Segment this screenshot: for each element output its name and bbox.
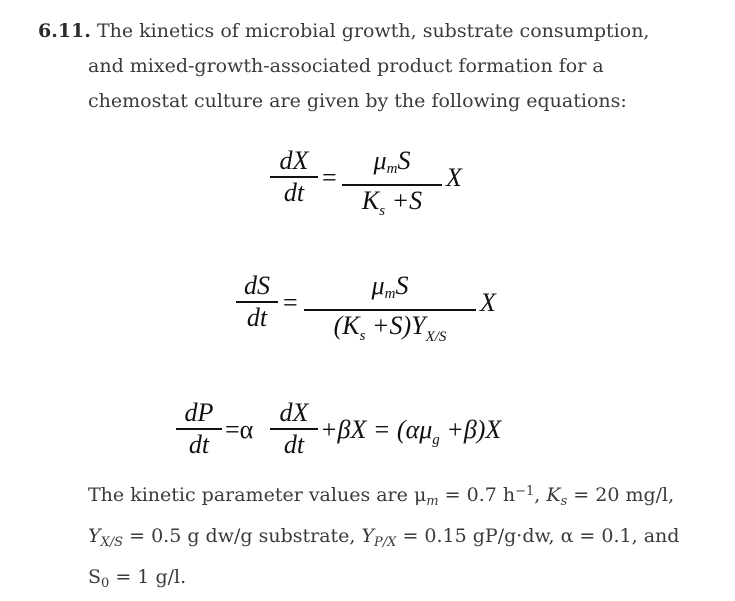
eq2-rhs-denominator [304,311,476,352]
eq1-lhs-bar [270,176,318,178]
param-yxs: Y [88,525,101,547]
ks-K: K [361,185,380,215]
eq2-lhs-fraction [236,271,278,333]
mu-sub-m-2: m [384,286,396,302]
eq2-lhs-bar [236,301,278,303]
ks-sub-s: s [379,202,386,219]
eq2-tail-X: X [480,288,496,317]
param-mu-value: = 0.7 h [438,484,516,506]
eq1-rhs-bar [342,184,442,186]
eq1-tail-X: X [446,163,462,192]
param-ks-sub: s [560,494,568,509]
param-mu-sub: m [426,494,439,509]
eq1-rhs-fraction [342,146,442,226]
eq2-equals: = [283,288,298,317]
substrate-S: S [397,146,411,175]
eq3-lhs-numerator: dP [184,398,214,427]
yield-sub-xs: X/S [425,328,447,345]
eq2-rhs-fraction [304,271,476,352]
param-mu: μ [413,484,427,506]
mu-symbol-2: μ [371,271,385,300]
eq3-lhs-denominator: dt [188,429,210,459]
parameter-values [88,474,718,601]
intro-line-2: and mixed-growth-associated product formation for a [88,55,604,77]
param-s0-value: = 1 g/l. [109,566,187,588]
ks-sub-s-2: s [359,327,366,344]
eq1-lhs-denominator: dt [283,177,305,207]
eq3-lhs-bar [176,428,222,430]
param-yxs-value: = 0.5 g dw/g substrate, [123,525,362,547]
substrate-S-2: S [395,271,409,300]
param-sep: , [534,484,547,506]
intro-line-3: chemostat culture are given by the following equations: [88,90,627,112]
eq3-tail-b: +β)X [446,415,502,444]
eq1-rhs-denominator [342,186,442,226]
intro-line-1: The kinetics of microbial growth, substrate consumption, [96,20,650,42]
mu-sub-m: m [386,161,398,177]
param-ks-value: = 20 mg/l, [567,484,675,506]
eq3-mid-numerator: dX [279,398,309,427]
param-s0: S [88,566,102,588]
param-ypx-value: = 0.15 gP/g·dw, α = 0.1, and [396,525,680,547]
eq1-lhs-numerator: dX [279,146,309,175]
param-mu-sup: −1 [515,484,535,499]
params-line-3 [88,560,718,601]
param-s0-sub: 0 [101,576,110,591]
plus-S: +S [391,185,423,215]
problem-line-1 [38,14,718,49]
eq2-lhs-denominator: dt [246,302,268,332]
param-ks: K [546,484,561,506]
eq2-rhs-numerator [304,271,476,309]
eq1-equals: = [322,163,337,192]
param-ypx: Y [361,525,375,547]
params-line-2 [88,519,718,560]
eq3-mid-bar [270,428,318,430]
problem-number: 6.11. [38,20,91,42]
mu-symbol: μ [373,146,387,175]
paren-K: (K [333,310,360,340]
params-line-1 [88,474,718,519]
eq3-equals-alpha: =α [225,415,254,444]
param-ypx-sub: P/X [374,535,397,550]
eq3-lhs-fraction [176,398,222,460]
eq1-lhs-fraction [270,146,318,208]
eq1-rhs-numerator [342,146,442,184]
problem-text [38,14,718,119]
eq3-mid-fraction [270,398,318,460]
eq3-tail-a: +βX = (αμ [320,415,433,444]
eq2-lhs-numerator: dS [244,271,270,300]
params-intro: The kinetic parameter values are [88,484,414,506]
mu-sub-g: g [432,432,440,448]
eq3-mid-denominator: dt [283,429,305,459]
param-yxs-sub: X/S [100,535,124,550]
eq2-rhs-bar [304,309,476,311]
plus-S-Y: +S)Y [371,310,426,340]
eq3-tail [320,415,501,455]
